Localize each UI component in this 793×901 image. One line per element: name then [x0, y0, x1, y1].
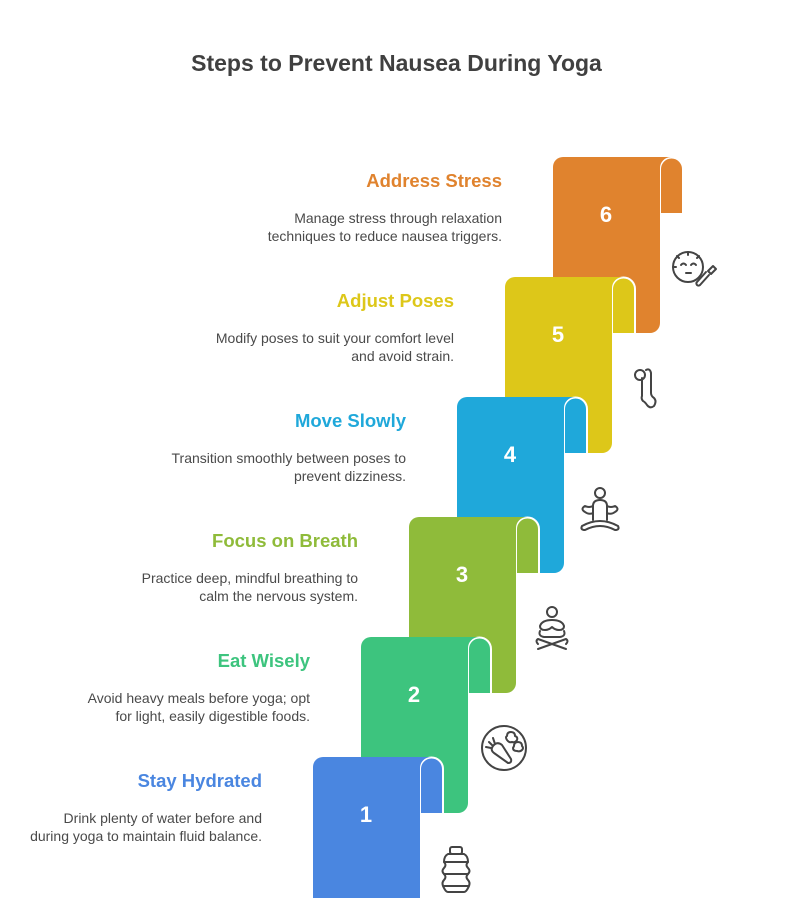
step-3-heading: Focus on Breath	[212, 530, 358, 551]
step-2-heading: Eat Wisely	[217, 650, 310, 671]
step-6-number: 6	[599, 202, 613, 227]
step-4-number: 4	[503, 442, 517, 467]
step-1-description: Drink plenty of water before and during yoga to maintain fluid balance.	[30, 810, 262, 844]
step-5-number: 5	[551, 322, 565, 347]
step-1-heading: Stay Hydrated	[137, 770, 262, 791]
step-5-heading: Adjust Poses	[336, 290, 454, 311]
step-1-text	[22, 770, 262, 845]
healthy-food-icon	[478, 722, 530, 774]
face-mask-brush-icon	[668, 243, 720, 295]
breathing-meditation-icon	[526, 603, 578, 655]
meditation-pose-icon	[574, 484, 626, 536]
step-4-text	[166, 410, 406, 485]
step-6-text	[262, 170, 502, 245]
yoga-pose-icon	[624, 362, 676, 414]
step-4-heading: Move Slowly	[294, 410, 406, 431]
step-4-description: Transition smoothly between poses to prevent dizziness.	[171, 450, 406, 484]
step-3-description: Practice deep, mindful breathing to calm the nervous system.	[141, 570, 358, 604]
step-2-number: 2	[407, 682, 421, 707]
step-3-number: 3	[455, 562, 469, 587]
step-1-number: 1	[359, 802, 373, 827]
step-5-text	[214, 290, 454, 365]
step-6-heading: Address Stress	[366, 170, 502, 191]
step-2-text	[70, 650, 310, 725]
step-3-text	[118, 530, 358, 605]
step-1-panel	[313, 757, 443, 898]
step-2-description: Avoid heavy meals before yoga; opt for light, easily digestible foods.	[87, 690, 310, 724]
step-6-description: Manage stress through relaxation techniques to reduce nausea triggers.	[267, 210, 502, 244]
page-title: Steps to Prevent Nausea During Yoga	[191, 50, 602, 76]
water-bottle-icon	[430, 844, 482, 896]
step-5-description: Modify poses to suit your comfort level and avoid strain.	[215, 330, 454, 364]
